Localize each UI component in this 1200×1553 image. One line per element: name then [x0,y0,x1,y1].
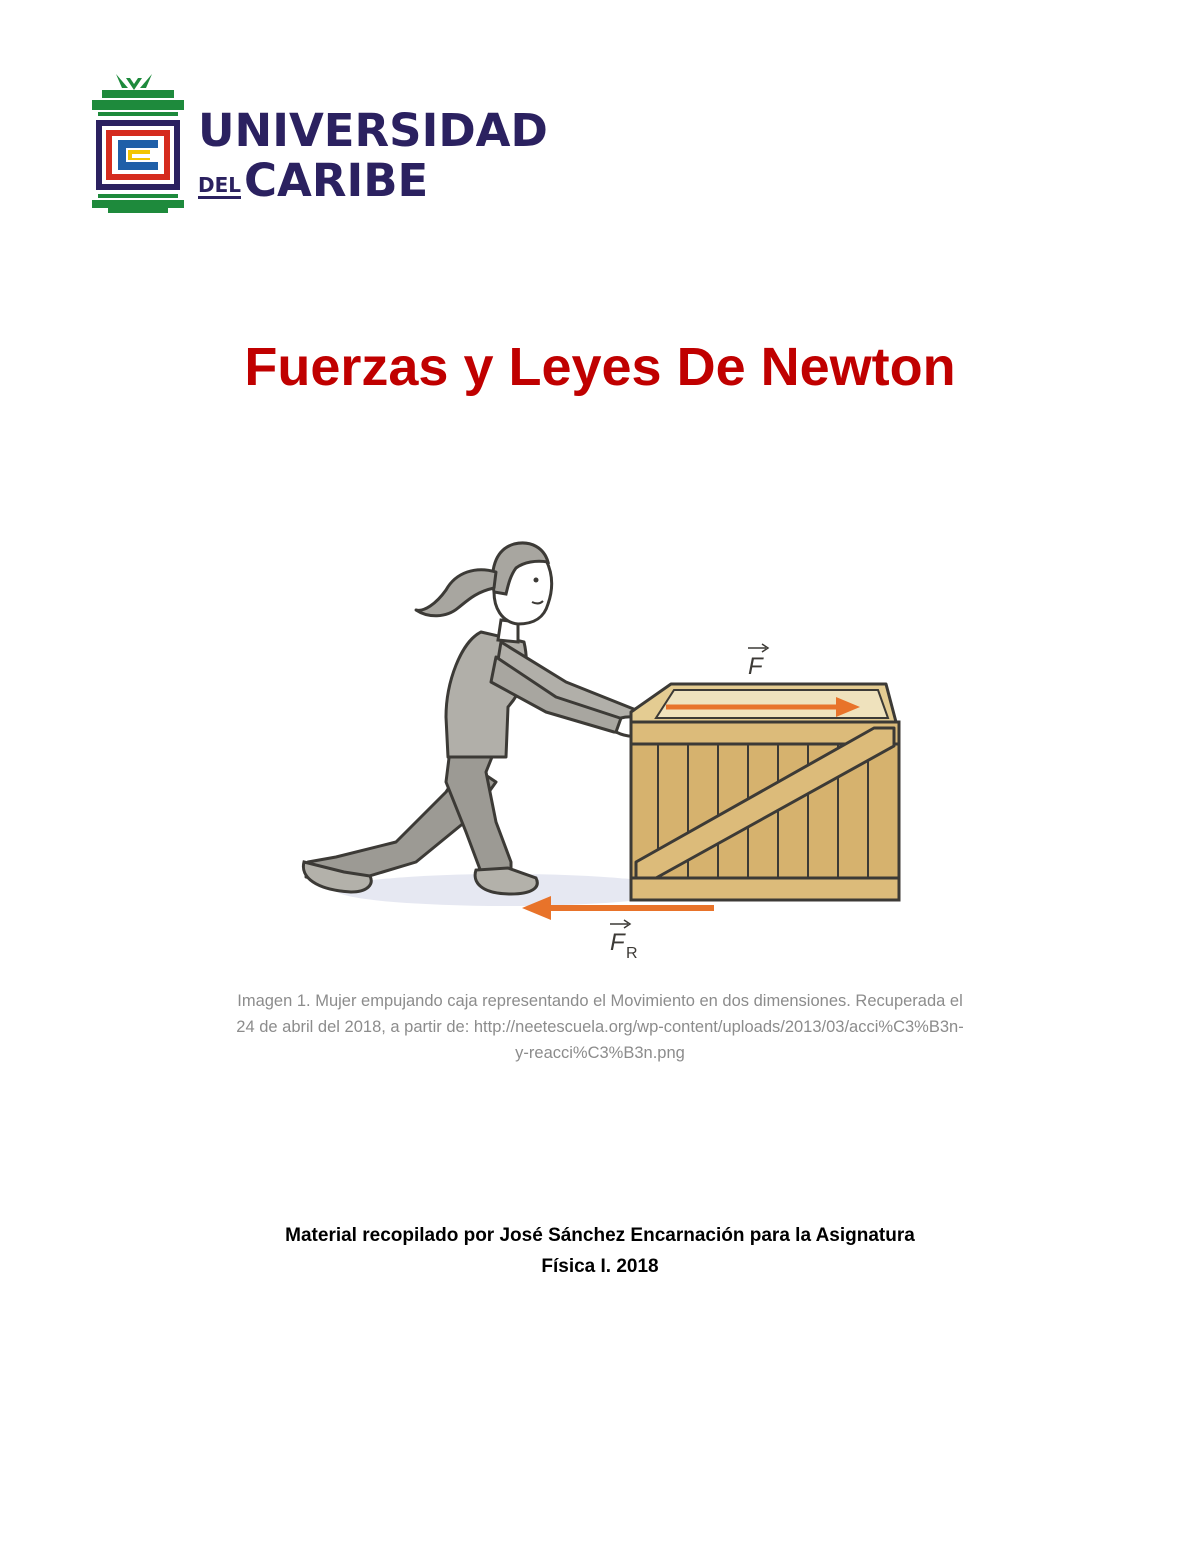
university-logo [88,70,548,215]
credits-line: Material recopilado por José Sánchez Encarnación para la Asignatura [285,1225,915,1246]
logo-text-del: DEL [198,173,242,197]
figure-caption [150,988,1050,1066]
caption-line: 24 de abril del 2018, a partir de: http://neetescuela.org/wp-content/uploads/2013/03/acci%C3%B3n- [236,1018,964,1036]
document-title: Fuerzas y Leyes De Newton [244,337,956,397]
logo-text-caribe: CARIBE [244,154,429,207]
force-label: F [748,653,763,680]
figure-illustration [296,532,916,972]
logo-text-line2 [198,154,429,207]
friction-label: F [610,929,625,956]
credits-line: Física I. 2018 [541,1256,659,1277]
author-credits [0,1220,1200,1282]
friction-subscript: R [626,945,638,962]
caption-line: Imagen 1. Mujer empujando caja representando el Movimiento en dos dimensiones. Recuperada el [237,992,963,1010]
logo-text-universidad: UNIVERSIDAD [198,104,548,157]
university-crest-icon [88,70,188,215]
caption-line: y-reacci%C3%B3n.png [515,1044,685,1062]
woman-pushing-crate-icon [296,532,916,972]
